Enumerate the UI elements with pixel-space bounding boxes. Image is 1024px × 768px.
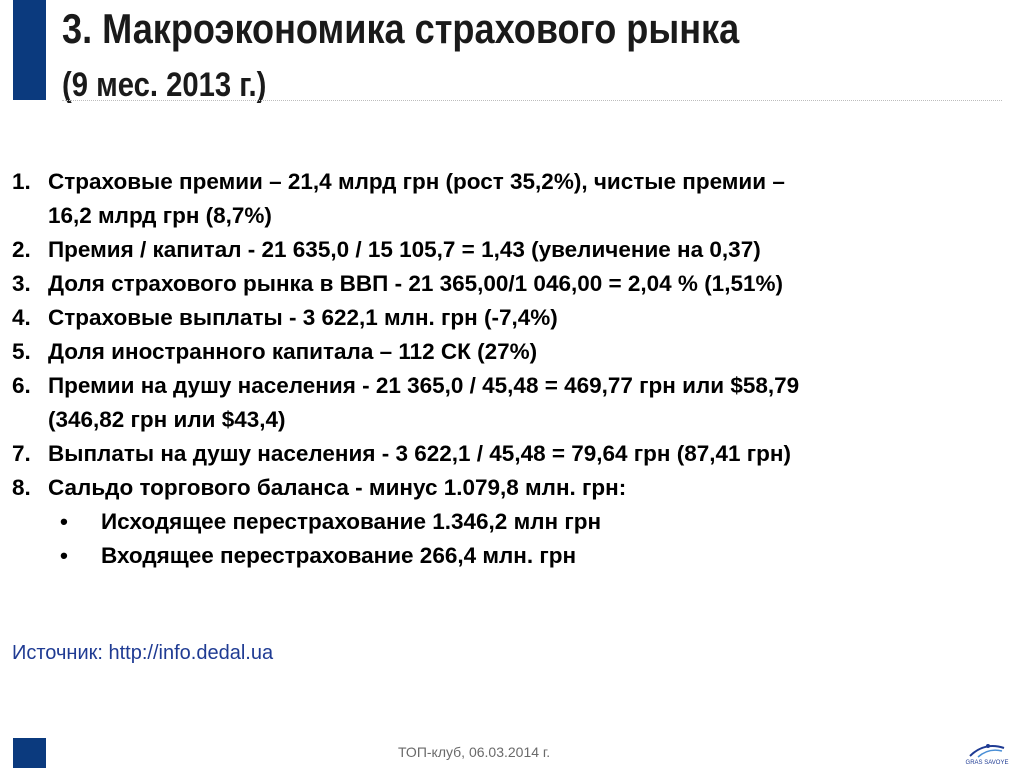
item-text-line: Премии на душу населения - 21 365,0 / 45,48 = 469,77 грн или $58,79 [48, 373, 800, 398]
key-indicators-list [12, 165, 1012, 573]
sub-list-item [12, 505, 1012, 539]
bullet-icon: • [60, 543, 68, 568]
item-text-line: Премия / капитал - 21 635,0 / 15 105,7 = 1,43 (увеличение на 0,37) [48, 237, 761, 262]
list-item [12, 369, 1012, 437]
title-accent-bar [13, 0, 46, 100]
item-text-line: 16,2 млрд грн (8,7%) [48, 203, 272, 228]
item-text-line: Доля страхового рынка в ВВП - 21 365,00/1 046,00 = 2,04 % (1,51%) [48, 271, 783, 296]
company-logo [964, 740, 1010, 766]
item-number: 2. [12, 237, 31, 262]
item-number: 8. [12, 475, 31, 500]
list-item [12, 267, 1012, 301]
sub-item-text: Входящее перестрахование 266,4 млн. грн [101, 543, 577, 568]
list-item [12, 335, 1012, 369]
list-item [12, 471, 1012, 505]
list-item [12, 301, 1012, 335]
bullet-icon: • [60, 509, 68, 534]
logo-swoosh-icon [964, 740, 1010, 760]
item-text-line: Страховые выплаты - 3 622,1 млн. грн (-7,4%) [48, 305, 558, 330]
item-number: 6. [12, 373, 31, 398]
title-divider [62, 100, 1002, 101]
item-number: 3. [12, 271, 31, 296]
item-text-line: (346,82 грн или $43,4) [48, 407, 286, 432]
slide-title-period: (9 мес. 2013 г.) [62, 66, 267, 104]
sub-list-item [12, 539, 1012, 573]
item-text-line: Выплаты на душу населения - 3 622,1 / 45,48 = 79,64 грн (87,41 грн) [48, 441, 792, 466]
footer-accent-bar [13, 738, 46, 768]
list-item [12, 165, 1012, 233]
list-item [12, 233, 1012, 267]
item-number: 5. [12, 339, 31, 364]
item-text-line: Сальдо торгового баланса - минус 1.079,8 млн. грн: [48, 475, 627, 500]
logo-wordmark: GRAS SAVOYE [965, 760, 1009, 766]
slide-title [62, 6, 1002, 102]
item-number: 1. [12, 169, 31, 194]
item-text-line: Страховые премии – 21,4 млрд грн (рост 35,2%), чистые премии – [48, 169, 785, 194]
list-item [12, 437, 1012, 471]
source-note: Источник: http://info.dedal.ua [12, 642, 274, 664]
slide-title-main: 3. Макроэкономика страхового рынка [62, 5, 740, 52]
item-number: 7. [12, 441, 31, 466]
footer-text: ТОП-клуб, 06.03.2014 г. [398, 744, 551, 760]
item-text-line: Доля иностранного капитала – 112 СК (27%) [48, 339, 538, 364]
item-number: 4. [12, 305, 31, 330]
sub-item-text: Исходящее перестрахование 1.346,2 млн грн [101, 509, 602, 534]
